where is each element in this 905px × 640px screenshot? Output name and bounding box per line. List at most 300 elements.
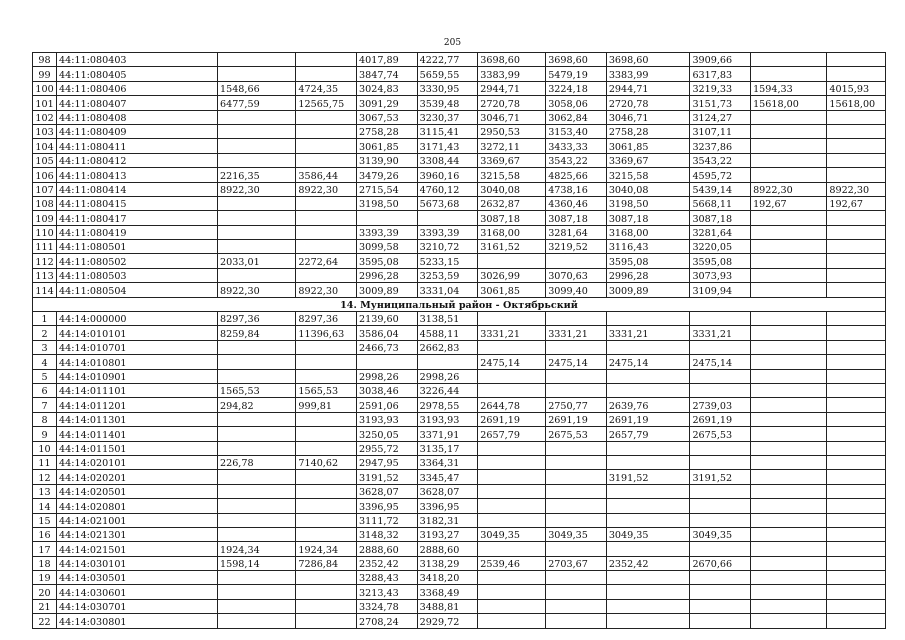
value-cell: 2998,26 [357,369,418,383]
value-cell: 3595,08 [357,254,418,268]
value-cell [606,585,690,599]
value-cell: 3219,33 [690,81,751,95]
row-number-cell: 110 [33,225,57,239]
value-cell [690,441,751,455]
value-cell [827,614,886,628]
value-cell [218,599,296,613]
value-cell [827,110,886,124]
value-cell: 3193,93 [357,412,418,426]
value-cell [478,499,546,513]
value-cell: 3847,74 [357,67,418,81]
value-cell [218,240,296,254]
table-row [33,110,886,124]
value-cell: 3099,58 [357,240,418,254]
row-number-cell: 108 [33,196,57,210]
value-cell: 3168,00 [606,225,690,239]
value-cell: 8922,30 [218,182,296,196]
value-cell [478,470,546,484]
value-cell [218,369,296,383]
value-cell [296,240,357,254]
value-cell: 3628,07 [417,484,478,498]
value-cell: 3324,78 [357,599,418,613]
value-cell [827,571,886,585]
value-cell: 8922,30 [296,182,357,196]
value-cell: 3135,17 [417,441,478,455]
section-title: 14. Муниципальный район - Октябрьский [33,297,886,311]
row-number-cell: 8 [33,412,57,426]
value-cell [827,470,886,484]
value-cell [751,225,827,239]
value-cell [827,340,886,354]
value-cell: 3061,85 [478,283,546,297]
table-row [33,182,886,196]
value-cell [478,383,546,397]
value-cell [218,67,296,81]
value-cell: 3396,95 [417,499,478,513]
value-cell [218,499,296,513]
value-cell: 2708,24 [357,614,418,628]
row-number-cell: 12 [33,470,57,484]
value-cell: 3138,51 [417,312,478,326]
value-cell: 3364,31 [417,455,478,469]
value-cell: 1924,34 [296,542,357,556]
row-number-cell: 109 [33,211,57,225]
value-cell: 3062,84 [546,110,607,124]
value-cell [827,139,886,153]
table-row [33,470,886,484]
value-cell: 4825,66 [546,168,607,182]
value-cell: 2703,67 [546,556,607,570]
value-cell [827,542,886,556]
value-cell [827,312,886,326]
cadastral-code-cell: 44:14:011201 [57,398,218,412]
value-cell: 4588,11 [417,326,478,340]
value-cell: 3024,83 [357,81,418,95]
cadastral-code-cell: 44:14:011401 [57,427,218,441]
value-cell: 3586,44 [296,168,357,182]
value-cell: 2352,42 [606,556,690,570]
value-cell: 3198,50 [357,196,418,210]
value-cell [218,585,296,599]
value-cell [546,383,607,397]
value-cell: 3226,44 [417,383,478,397]
value-cell: 2632,87 [478,196,546,210]
value-cell: 3595,08 [606,254,690,268]
value-cell: 3383,99 [606,67,690,81]
row-number-cell: 112 [33,254,57,268]
value-cell [546,455,607,469]
value-cell [690,369,751,383]
value-cell [751,383,827,397]
value-cell [218,484,296,498]
row-number-cell: 11 [33,455,57,469]
value-cell [751,369,827,383]
value-cell: 3067,53 [357,110,418,124]
value-cell [478,455,546,469]
cadastral-code-cell: 44:14:020201 [57,470,218,484]
value-cell: 2758,28 [606,124,690,138]
value-cell [478,542,546,556]
value-cell [478,614,546,628]
cadastral-code-cell: 44:11:080408 [57,110,218,124]
value-cell: 2947,95 [357,455,418,469]
value-cell [478,254,546,268]
cadastral-code-cell: 44:11:080419 [57,225,218,239]
table-row [33,427,886,441]
cadastral-code-cell: 44:11:080409 [57,124,218,138]
row-number-cell: 18 [33,556,57,570]
value-cell: 3040,08 [606,182,690,196]
cadastral-code-cell: 44:11:080413 [57,168,218,182]
value-cell: 2670,66 [690,556,751,570]
value-cell [478,312,546,326]
cadastral-code-cell: 44:14:030801 [57,614,218,628]
value-cell: 6477,59 [218,96,296,110]
value-cell [751,542,827,556]
table-row [33,139,886,153]
value-cell: 3595,08 [690,254,751,268]
value-cell [417,355,478,369]
value-cell: 4017,89 [357,53,418,67]
value-cell: 3161,52 [478,240,546,254]
value-cell [827,254,886,268]
cadastral-code-cell: 44:11:080504 [57,283,218,297]
value-cell: 1548,66 [218,81,296,95]
table-row [33,254,886,268]
table-row [33,124,886,138]
value-cell [606,614,690,628]
value-cell [218,355,296,369]
value-cell [751,513,827,527]
value-cell: 2998,26 [417,369,478,383]
value-cell: 2466,73 [357,340,418,354]
value-cell [827,168,886,182]
value-cell: 5659,55 [417,67,478,81]
value-cell [751,110,827,124]
value-cell: 2929,72 [417,614,478,628]
value-cell: 2475,14 [606,355,690,369]
value-cell [827,427,886,441]
section-row [33,297,886,311]
cadastral-code-cell: 44:11:080406 [57,81,218,95]
value-cell: 3368,49 [417,585,478,599]
value-cell [827,124,886,138]
row-number-cell: 101 [33,96,57,110]
value-cell [827,53,886,67]
value-cell [827,585,886,599]
value-cell: 3281,64 [546,225,607,239]
value-cell [827,484,886,498]
cadastral-code-cell: 44:11:080501 [57,240,218,254]
cadastral-code-cell: 44:11:080414 [57,182,218,196]
cadastral-code-cell: 44:11:080403 [57,53,218,67]
table-body-district-14 [33,312,886,629]
table-row [33,196,886,210]
value-cell: 5479,19 [546,67,607,81]
value-cell: 2978,55 [417,398,478,412]
value-cell: 2739,03 [690,398,751,412]
value-cell: 8297,36 [296,312,357,326]
value-cell [296,513,357,527]
value-cell [478,513,546,527]
value-cell [690,513,751,527]
value-cell [218,614,296,628]
value-cell: 2475,14 [546,355,607,369]
cadastral-code-cell: 44:11:080405 [57,67,218,81]
value-cell [546,484,607,498]
value-cell [751,153,827,167]
value-cell: 3171,43 [417,139,478,153]
table-row [33,571,886,585]
value-cell: 3049,35 [546,527,607,541]
value-cell: 3272,11 [478,139,546,153]
value-cell: 3061,85 [606,139,690,153]
value-cell [827,153,886,167]
table-row [33,283,886,297]
value-cell: 3009,89 [357,283,418,297]
table-row [33,513,886,527]
value-cell [751,599,827,613]
value-cell [827,369,886,383]
value-cell: 2475,14 [478,355,546,369]
value-cell: 3543,22 [546,153,607,167]
value-cell [546,513,607,527]
value-cell: 3220,05 [690,240,751,254]
row-number-cell: 13 [33,484,57,498]
row-number-cell: 103 [33,124,57,138]
table-row [33,398,886,412]
value-cell [690,455,751,469]
page-number: 205 [443,38,462,48]
value-cell [296,585,357,599]
value-cell: 3038,46 [357,383,418,397]
value-cell: 3288,43 [357,571,418,585]
value-cell: 3331,21 [606,326,690,340]
value-cell [478,340,546,354]
value-cell: 3698,60 [546,53,607,67]
value-cell: 3111,72 [357,513,418,527]
value-cell: 1924,34 [218,542,296,556]
value-cell [417,211,478,225]
cadastral-code-cell: 44:11:080407 [57,96,218,110]
value-cell: 2657,79 [606,427,690,441]
value-cell: 3073,93 [690,268,751,282]
cadastral-code-cell: 44:11:080417 [57,211,218,225]
value-cell [218,441,296,455]
value-cell [218,110,296,124]
value-cell [296,53,357,67]
value-cell: 3168,00 [478,225,546,239]
value-cell [478,441,546,455]
value-cell [606,542,690,556]
value-cell [296,369,357,383]
value-cell [218,211,296,225]
cadastral-code-cell: 44:14:021301 [57,527,218,541]
row-number-cell: 15 [33,513,57,527]
value-cell [751,571,827,585]
value-cell [690,340,751,354]
row-number-cell: 9 [33,427,57,441]
value-cell [827,513,886,527]
value-cell [827,499,886,513]
value-cell: 2944,71 [606,81,690,95]
value-cell: 3151,73 [690,96,751,110]
value-cell [296,355,357,369]
value-cell: 3046,71 [478,110,546,124]
value-cell: 3115,41 [417,124,478,138]
table-row [33,312,886,326]
table-row [33,326,886,340]
value-cell [827,225,886,239]
value-cell [751,283,827,297]
table-row [33,542,886,556]
value-cell [546,585,607,599]
value-cell: 8922,30 [827,182,886,196]
value-cell: 3049,35 [478,527,546,541]
cadastral-code-cell: 44:11:080502 [57,254,218,268]
value-cell [690,542,751,556]
value-cell [606,513,690,527]
value-cell: 3698,60 [478,53,546,67]
value-cell [751,355,827,369]
row-number-cell: 113 [33,268,57,282]
value-cell: 3345,47 [417,470,478,484]
value-cell: 3369,67 [606,153,690,167]
cadastral-code-cell: 44:14:020501 [57,484,218,498]
value-cell: 3909,66 [690,53,751,67]
value-cell: 3250,05 [357,427,418,441]
table-row [33,499,886,513]
value-cell: 3215,58 [478,168,546,182]
row-number-cell: 5 [33,369,57,383]
cadastral-code-cell: 44:14:000000 [57,312,218,326]
cadastral-code-cell: 44:11:080415 [57,196,218,210]
value-cell [751,427,827,441]
value-cell: 3107,11 [690,124,751,138]
value-cell: 3281,64 [690,225,751,239]
value-cell [546,312,607,326]
value-cell: 294,82 [218,398,296,412]
value-cell: 3488,81 [417,599,478,613]
row-number-cell: 22 [33,614,57,628]
value-cell: 2644,78 [478,398,546,412]
value-cell [751,585,827,599]
cadastral-code-cell: 44:14:030701 [57,599,218,613]
value-cell: 3040,08 [478,182,546,196]
value-cell [827,355,886,369]
cadastral-code-cell: 44:14:021501 [57,542,218,556]
value-cell [296,67,357,81]
value-cell [478,369,546,383]
row-number-cell: 114 [33,283,57,297]
value-cell: 3091,29 [357,96,418,110]
value-cell: 3182,31 [417,513,478,527]
value-cell: 4724,35 [296,81,357,95]
value-cell: 7140,62 [296,455,357,469]
value-cell [478,571,546,585]
value-cell: 3628,07 [357,484,418,498]
value-cell: 3371,91 [417,427,478,441]
value-cell: 3058,06 [546,96,607,110]
value-cell [751,211,827,225]
value-cell [751,268,827,282]
value-cell: 3061,85 [357,139,418,153]
value-cell: 3230,37 [417,110,478,124]
table-row [33,67,886,81]
value-cell: 3331,04 [417,283,478,297]
value-cell: 3418,20 [417,571,478,585]
row-number-cell: 3 [33,340,57,354]
value-cell: 8922,30 [751,182,827,196]
value-cell: 3198,50 [606,196,690,210]
value-cell [606,441,690,455]
cadastral-code-cell: 44:11:080503 [57,268,218,282]
value-cell: 3087,18 [478,211,546,225]
value-cell [751,168,827,182]
value-cell: 2662,83 [417,340,478,354]
value-cell [751,124,827,138]
value-cell [218,412,296,426]
value-cell [296,225,357,239]
value-cell [218,513,296,527]
value-cell [690,484,751,498]
value-cell [357,355,418,369]
table-row [33,211,886,225]
value-cell: 3087,18 [546,211,607,225]
value-cell: 2539,46 [478,556,546,570]
value-cell [690,312,751,326]
value-cell [690,614,751,628]
value-cell: 192,67 [827,196,886,210]
value-cell [751,556,827,570]
value-cell [296,427,357,441]
table-row [33,556,886,570]
row-number-cell: 7 [33,398,57,412]
value-cell: 192,67 [751,196,827,210]
value-cell [218,225,296,239]
value-cell [546,470,607,484]
value-cell: 2475,14 [690,355,751,369]
value-cell: 4015,93 [827,81,886,95]
value-cell: 2944,71 [478,81,546,95]
value-cell: 8259,84 [218,326,296,340]
value-cell [606,484,690,498]
value-cell: 2139,60 [357,312,418,326]
value-cell [751,470,827,484]
cadastral-code-cell: 44:14:011501 [57,441,218,455]
value-cell [827,455,886,469]
value-cell: 2996,28 [357,268,418,282]
value-cell [296,268,357,282]
value-cell [546,499,607,513]
value-cell: 2888,60 [417,542,478,556]
value-cell [606,369,690,383]
row-number-cell: 98 [33,53,57,67]
value-cell: 3139,90 [357,153,418,167]
value-cell: 1565,53 [296,383,357,397]
value-cell [751,326,827,340]
value-cell [546,254,607,268]
value-cell: 999,81 [296,398,357,412]
value-cell: 3116,43 [606,240,690,254]
value-cell: 15618,00 [751,96,827,110]
value-cell [296,412,357,426]
value-cell [827,67,886,81]
value-cell [218,268,296,282]
value-cell [218,139,296,153]
value-cell [218,340,296,354]
value-cell [296,110,357,124]
